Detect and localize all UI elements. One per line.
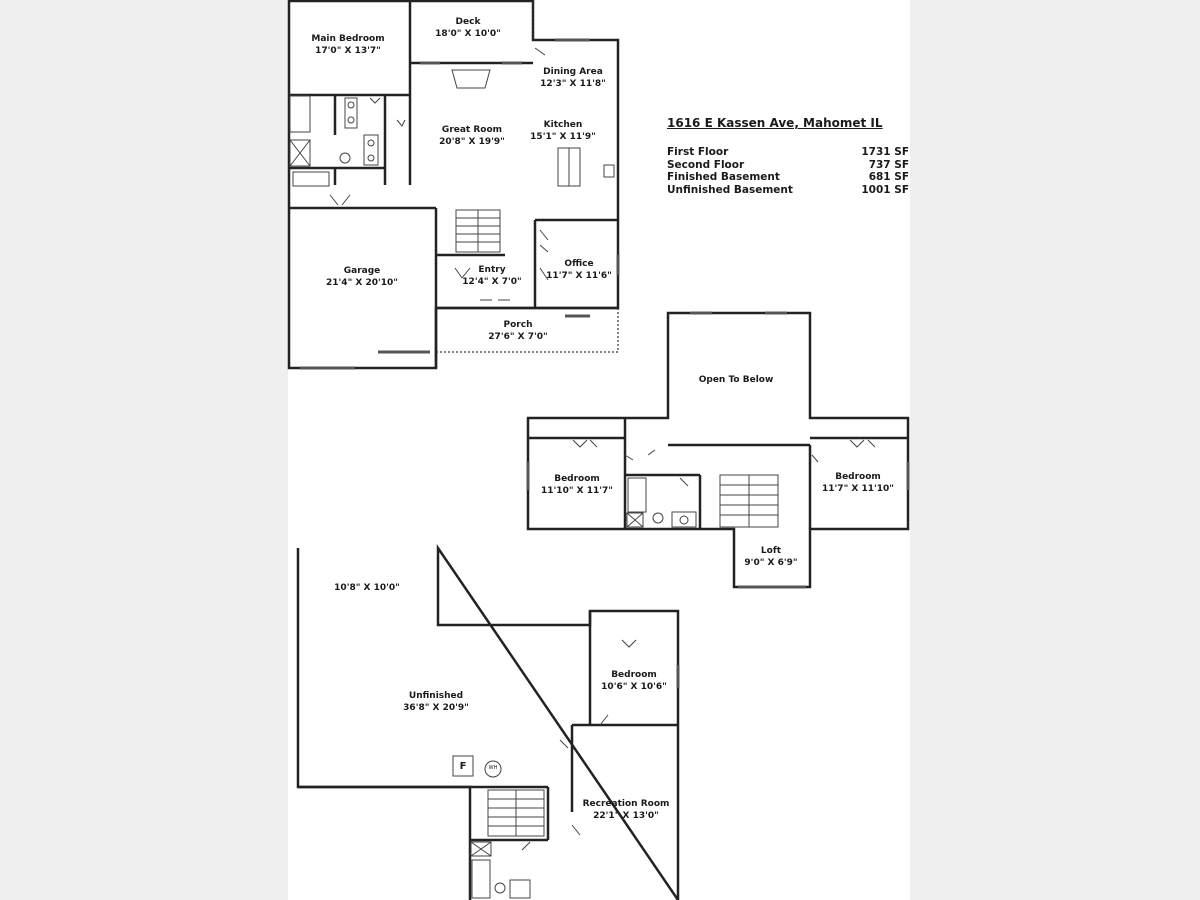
room-dims: 21'4" X 20'10" <box>326 278 398 288</box>
room-name: Deck <box>455 17 481 27</box>
area-row-finished-basement <box>667 171 909 184</box>
room-porch <box>488 319 547 343</box>
room-dims: 10'8" X 10'0" <box>334 583 400 593</box>
area-row-first-floor <box>667 146 909 159</box>
room-dining-area <box>540 66 606 90</box>
bathtub-main <box>290 96 310 132</box>
room-great-room <box>439 124 505 148</box>
room-dims: 27'6" X 7'0" <box>488 332 548 342</box>
area-value: 1001 SF <box>861 183 909 196</box>
room-name: Bedroom <box>611 670 657 680</box>
room-name: Great Room <box>441 125 503 135</box>
property-address: 1616 E Kassen Ave, Mahomet IL <box>667 116 883 130</box>
toilet-basement <box>495 883 505 893</box>
room-dims: 12'3" X 11'8" <box>540 79 606 89</box>
room-name: Main Bedroom <box>311 34 385 44</box>
furnace-label: F <box>459 761 467 772</box>
room-dims: 11'7" X 11'6" <box>546 271 612 281</box>
room-name: Porch <box>503 320 533 330</box>
area-label: Unfinished Basement <box>667 183 793 196</box>
room-name: Entry <box>478 265 506 275</box>
room-name: Unfinished <box>408 691 464 701</box>
room-deck <box>435 16 501 40</box>
area-row-second-floor <box>667 159 909 172</box>
room-bedroom-second-left <box>541 473 613 497</box>
room-dims: 11'7" X 11'10" <box>822 484 894 494</box>
room-name: Kitchen <box>543 120 583 130</box>
area-label: Finished Basement <box>667 171 780 183</box>
room-bedroom-second-right <box>822 471 894 495</box>
bathtub-basement <box>472 860 490 898</box>
area-value: 681 SF <box>868 171 909 183</box>
room-entry <box>462 264 521 288</box>
water-heater-label: WH <box>488 765 498 771</box>
room-dims: 10'6" X 10'6" <box>601 682 667 692</box>
room-name: Bedroom <box>835 472 881 482</box>
area-value: 737 SF <box>868 158 909 171</box>
fireplace <box>452 70 490 88</box>
room-name: Open To Below <box>698 375 774 385</box>
room-dims: 12'4" X 7'0" <box>462 277 522 287</box>
toilet-second <box>653 513 663 523</box>
room-recreation-room <box>583 798 670 822</box>
room-dims: 22'1" X 13'0" <box>593 811 659 821</box>
room-dims: 15'1" X 11'9" <box>530 132 596 142</box>
room-dims: 18'0" X 10'0" <box>435 29 501 39</box>
room-kitchen <box>530 119 596 143</box>
area-label: First Floor <box>667 146 729 158</box>
toilet-main <box>340 153 350 163</box>
washer-dryer <box>293 172 329 186</box>
room-dims: 11'10" X 11'7" <box>541 486 613 496</box>
second-floor-outline <box>528 313 908 587</box>
room-name: Recreation Room <box>582 799 670 809</box>
area-label: Second Floor <box>667 158 745 171</box>
room-dims: 20'8" X 19'9" <box>439 137 505 147</box>
bathtub-second <box>628 478 646 512</box>
room-unfinished <box>403 690 469 714</box>
room-office <box>546 258 612 282</box>
area-value: 1731 SF <box>861 146 909 158</box>
room-dims: 36'8" X 20'9" <box>403 703 469 713</box>
room-name: Loft <box>760 546 782 556</box>
room-name: Bedroom <box>554 474 600 484</box>
room-name: Garage <box>343 266 381 276</box>
room-name: Dining Area <box>543 67 603 77</box>
room-name: Office <box>564 259 594 269</box>
room-garage <box>326 265 398 289</box>
room-main-bedroom <box>311 33 384 57</box>
room-open-to-below <box>699 374 774 386</box>
area-row-unfinished-basement <box>667 184 909 197</box>
room-loft <box>744 545 797 569</box>
property-info <box>667 116 909 196</box>
room-dims: 17'0" X 13'7" <box>315 46 381 56</box>
room-dims: 9'0" X 6'9" <box>744 558 798 568</box>
room-basement-storage <box>334 582 400 594</box>
room-bedroom-basement <box>601 669 667 693</box>
